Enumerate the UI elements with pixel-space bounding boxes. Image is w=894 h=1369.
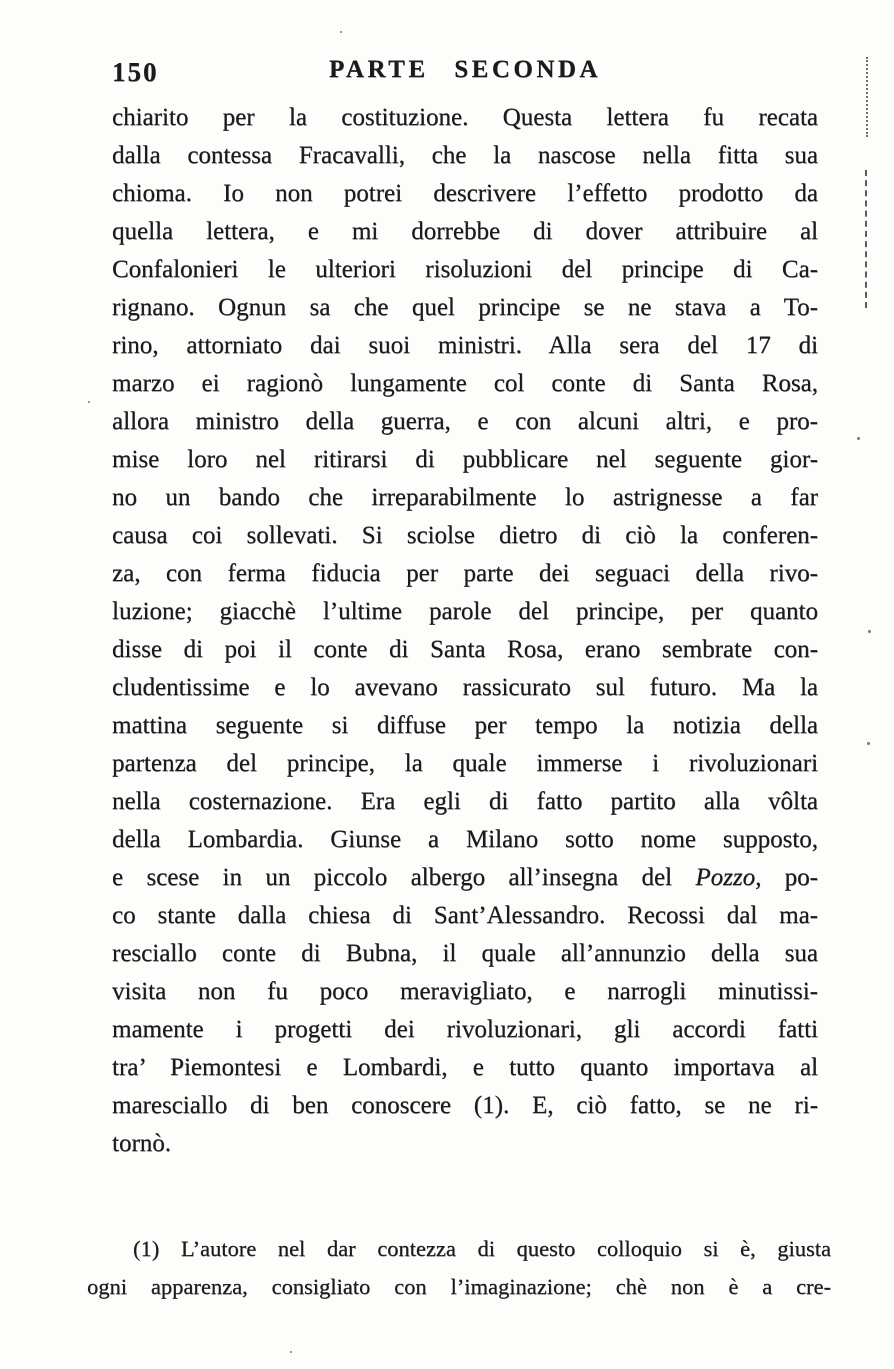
text-line: (1) L’autore nel dar contezza di questo colloquio si è, giusta bbox=[133, 1236, 831, 1261]
text-segment: e scese in un piccolo albergo all’insegna del bbox=[112, 864, 696, 891]
scan-speck bbox=[340, 31, 342, 33]
scan-speck bbox=[867, 742, 870, 745]
text-line: chiarito per la costituzione. Questa lettera fu recata bbox=[112, 104, 818, 131]
text-line: mamente i progetti dei rivoluzionari, gli accordi fatti bbox=[112, 1016, 818, 1043]
text-segment: po- bbox=[761, 864, 818, 891]
text-line: Confalonieri le ulteriori risoluzioni del principe di Ca- bbox=[112, 256, 818, 283]
text-line: partenza del principe, la quale immerse i rivoluzionari bbox=[112, 750, 818, 777]
text-line: disse di poi il conte di Santa Rosa, erano sembrate con- bbox=[112, 636, 818, 663]
text-line: chioma. Io non potrei descrivere l’effetto prodotto da bbox=[112, 180, 818, 207]
page-number: 150 bbox=[112, 57, 159, 87]
text-line: cludentissime e lo avevano rassicurato sul futuro. Ma la bbox=[112, 674, 818, 701]
scan-speck bbox=[857, 437, 860, 440]
running-head: PARTE SECONDA bbox=[329, 56, 601, 83]
text-line: allora ministro della guerra, e con alcuni altri, e pro- bbox=[112, 408, 818, 435]
text-line: ogni apparenza, consigliato con l’imaginazione; chè non è a cre- bbox=[87, 1274, 831, 1299]
text-line: visita non fu poco meravigliato, e narrogli minutissi- bbox=[112, 978, 818, 1005]
scan-speck bbox=[88, 401, 90, 403]
text-line: no un bando che irreparabilmente lo astrignesse a far bbox=[112, 484, 818, 511]
text-line: della Lombardia. Giunse a Milano sotto nome supposto, bbox=[112, 826, 818, 853]
scan-artifact-line bbox=[865, 170, 867, 308]
text-line: marzo ei ragionò lungamente col conte di Santa Rosa, bbox=[112, 370, 818, 397]
text-line: luzione; giacchè l’ultime parole del principe, per quanto bbox=[112, 598, 818, 625]
text-line: dalla contessa Fracavalli, che la nascose nella fitta sua bbox=[112, 142, 818, 169]
italic-text: Pozzo, bbox=[695, 864, 762, 891]
text-line: tornò. bbox=[112, 1130, 172, 1157]
text-line: za, con ferma fiducia per parte dei seguaci della rivo- bbox=[112, 560, 818, 587]
text-line bbox=[112, 859, 818, 897]
text-line: rino, attorniato dai suoi ministri. Alla sera del 17 di bbox=[112, 332, 818, 359]
text-line: maresciallo di ben conoscere (1). E, ciò fatto, se ne ri- bbox=[112, 1092, 818, 1119]
text-line: quella lettera, e mi dorrebbe di dover attribuire al bbox=[112, 218, 818, 245]
text-line: resciallo conte di Bubna, il quale all’annunzio della sua bbox=[112, 940, 818, 967]
footnote bbox=[87, 1230, 831, 1306]
scan-speck bbox=[290, 1351, 292, 1353]
text-line: co stante dalla chiesa di Sant’Alessandro. Recossi dal ma- bbox=[112, 902, 818, 929]
text-line: nella costernazione. Era egli di fatto partito alla vôlta bbox=[112, 788, 818, 815]
scan-artifact-line bbox=[866, 57, 868, 137]
text-line: rignano. Ognun sa che quel principe se ne stava a To- bbox=[112, 294, 818, 321]
body-text bbox=[112, 99, 818, 1163]
text-line: mattina seguente si diffuse per tempo la notizia della bbox=[112, 712, 818, 739]
text-line: tra’ Piemontesi e Lombardi, e tutto quanto importava al bbox=[112, 1054, 818, 1081]
text-line: mise loro nel ritirarsi di pubblicare nel seguente gior- bbox=[112, 446, 818, 473]
scan-speck bbox=[868, 630, 871, 633]
text-line: causa coi sollevati. Si sciolse dietro di ciò la conferen- bbox=[112, 522, 818, 549]
